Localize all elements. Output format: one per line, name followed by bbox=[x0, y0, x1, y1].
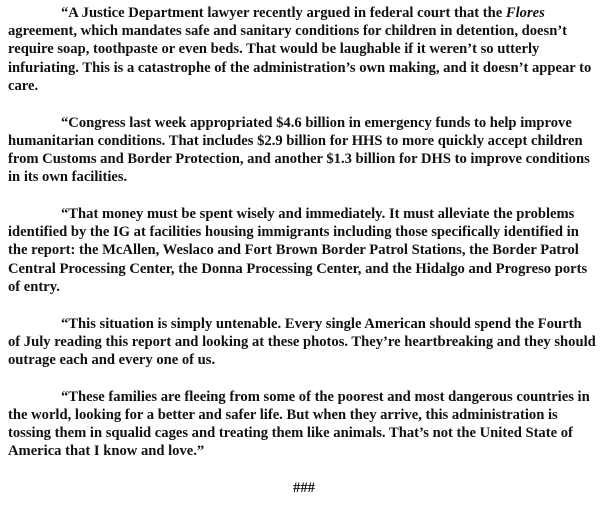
paragraph-text: “Congress last week appropriated $4.6 billion in emergency funds to help improve humanitarian conditions. That includes $2.9 billion for HHS to more quickly accept children from Customs and Border Protection, and another $1.3 billion for DHS to improve conditions in its own facilities. bbox=[8, 114, 590, 186]
paragraph-text: “That money must be spent wisely and immediately. It must alleviate the problems identified by the IG at facilities housing immigrants including those specifically identified in the report: the McAllen, Weslaco and Fort Brown Border Patrol Stations, the Border Patrol Central Processing Center, the Donna Processing Center, and the Hidalgo and Progreso ports of entry. bbox=[8, 206, 588, 295]
paragraph-congress-funds bbox=[8, 114, 596, 187]
paragraph-text: “This situation is simply untenable. Every single American should spend the Fourth of July reading this report and looking at these photos. They’re heartbreaking and they should outrage each and every one of us. bbox=[8, 315, 596, 369]
paragraph-text: agreement, which mandates safe and sanitary conditions for children in detention, doesn’t require soap, toothpaste or even beds. That would be laughable if it weren’t so utterly infuriating. This is a catastrophe of the administration’s own making, and it doesn’t appear to care. bbox=[8, 23, 592, 94]
case-name-italic: Flores bbox=[505, 5, 545, 21]
press-release-body bbox=[8, 4, 596, 497]
paragraph-families-fleeing bbox=[8, 388, 596, 461]
paragraph-flores-agreement bbox=[8, 4, 596, 95]
paragraph-money-spent bbox=[8, 205, 596, 296]
paragraph-text: “A Justice Department lawyer recently argued in federal court that the bbox=[61, 5, 506, 21]
end-mark: ### bbox=[293, 480, 315, 497]
paragraph-text: “These families are fleeing from some of the poorest and most dangerous countries in the world, looking for a better and safer life. But when they arrive, this administration is tossing them in squalid cages and treating them like animals. That’s not the United State of America that I know and love.” bbox=[8, 388, 590, 460]
paragraph-untenable bbox=[8, 315, 596, 370]
